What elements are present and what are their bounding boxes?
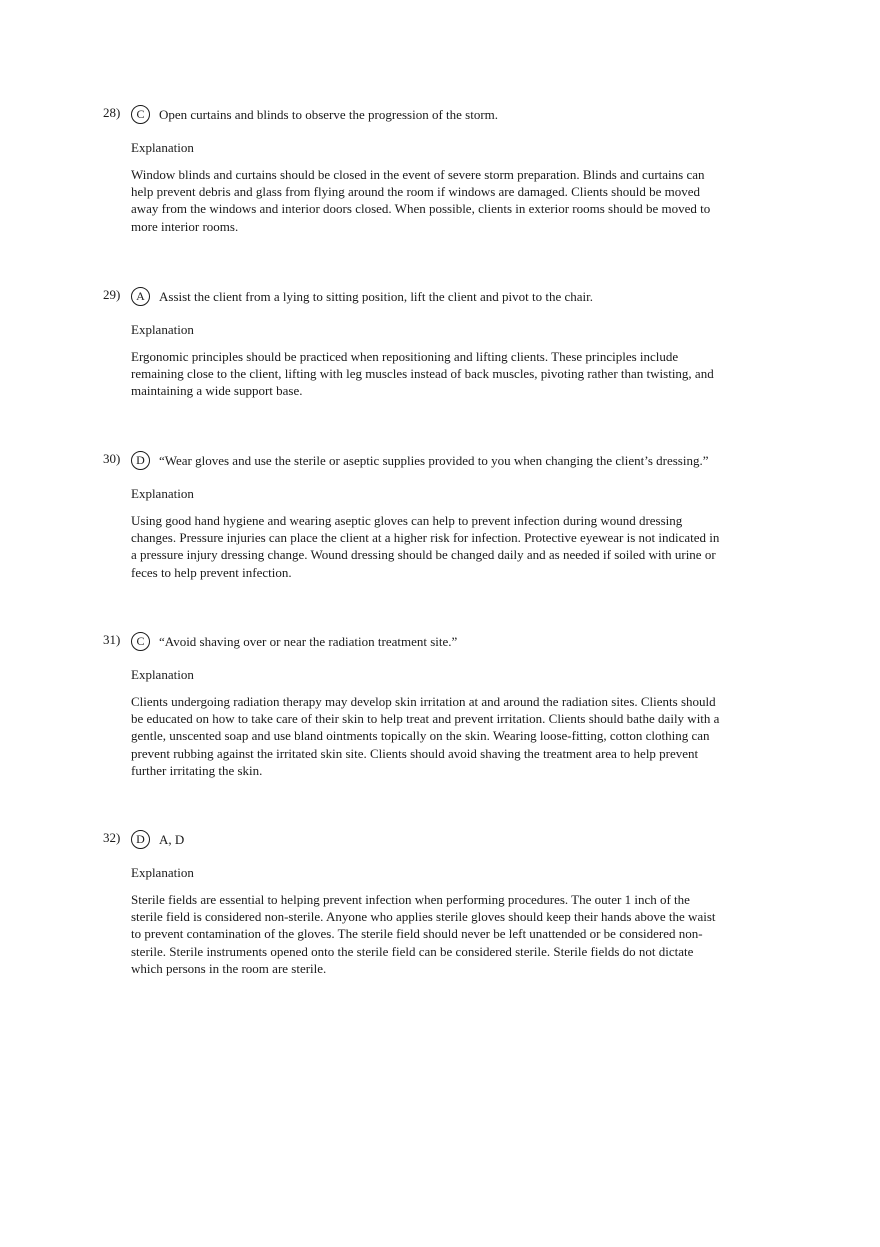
explanation-heading: Explanation bbox=[131, 865, 194, 880]
answer-text: Open curtains and blinds to observe the progression of the storm. bbox=[159, 107, 499, 122]
answer-text: “Wear gloves and use the sterile or aseptic supplies provided to you when changing the client’s dressing.” bbox=[159, 453, 709, 468]
answer-text: Assist the client from a lying to sitting position, lift the client and pivot to the chair. bbox=[159, 289, 593, 304]
explanation-body: Clients undergoing radiation therapy may develop skin irritation at and around the radiation sites. Clients should be educated on how to take care of their skin to help treat and prevent irritation. Clients should bathe daily with a gentle, unscented soap and use bland ointments topically on the skin. Wearing loose-fitting, cotton clothing can prevent rubbing against the irritated skin site. Clients should avoid shaving the treatment area to help prevent further irritating the skin. bbox=[131, 694, 720, 778]
answer-letter-circle: D bbox=[131, 451, 150, 470]
explanation-heading: Explanation bbox=[131, 667, 194, 682]
question-number: 32) bbox=[103, 830, 121, 845]
explanation-body: Window blinds and curtains should be closed in the event of severe storm preparation. Blinds and curtains can help prevent debris and glass from flying around the room if windows are damaged. Clients should be moved away from the windows and interior doors closed. When possible, clients in exterior rooms should be moved to more interior rooms. bbox=[131, 167, 711, 234]
answer-letter-circle: D bbox=[131, 830, 150, 849]
answer-text: A, D bbox=[159, 832, 185, 847]
explanation-body: Using good hand hygiene and wearing aseptic gloves can help to prevent infection during wound dressing changes. Pressure injuries can place the client at a higher risk for infection. Protective eyewear is not indicated in a pressure injury dressing change. Wound dressing should be changed daily and as needed if soiled with urine or feces to help prevent infection. bbox=[131, 513, 720, 580]
answer-letter-circle: C bbox=[131, 105, 150, 124]
answer-text: “Avoid shaving over or near the radiation treatment site.” bbox=[159, 634, 458, 649]
question-number: 28) bbox=[103, 105, 121, 120]
answer-letter-circle: A bbox=[131, 287, 150, 306]
explanation-body: Ergonomic principles should be practiced when repositioning and lifting clients. These principles include remaining close to the client, lifting with leg muscles instead of back muscles, pivoting rather than twisting, and maintaining a wide support base. bbox=[131, 349, 714, 399]
explanation-heading: Explanation bbox=[131, 322, 194, 337]
question-number: 31) bbox=[103, 632, 121, 647]
question-number: 29) bbox=[103, 287, 121, 302]
explanation-heading: Explanation bbox=[131, 486, 194, 501]
explanation-body: Sterile fields are essential to helping prevent infection when performing procedures. The outer 1 inch of the sterile field is considered non-sterile. Anyone who applies sterile gloves should keep their hands above the waist to prevent contamination of the gloves. The sterile field should never be left unattended or be considered non-sterile. Sterile instruments opened onto the sterile field can be considered sterile. Sterile fields do not dictate which persons in the room are sterile. bbox=[131, 892, 716, 976]
explanation-heading: Explanation bbox=[131, 140, 194, 155]
question-number: 30) bbox=[103, 451, 121, 466]
answer-letter-circle: C bbox=[131, 632, 150, 651]
